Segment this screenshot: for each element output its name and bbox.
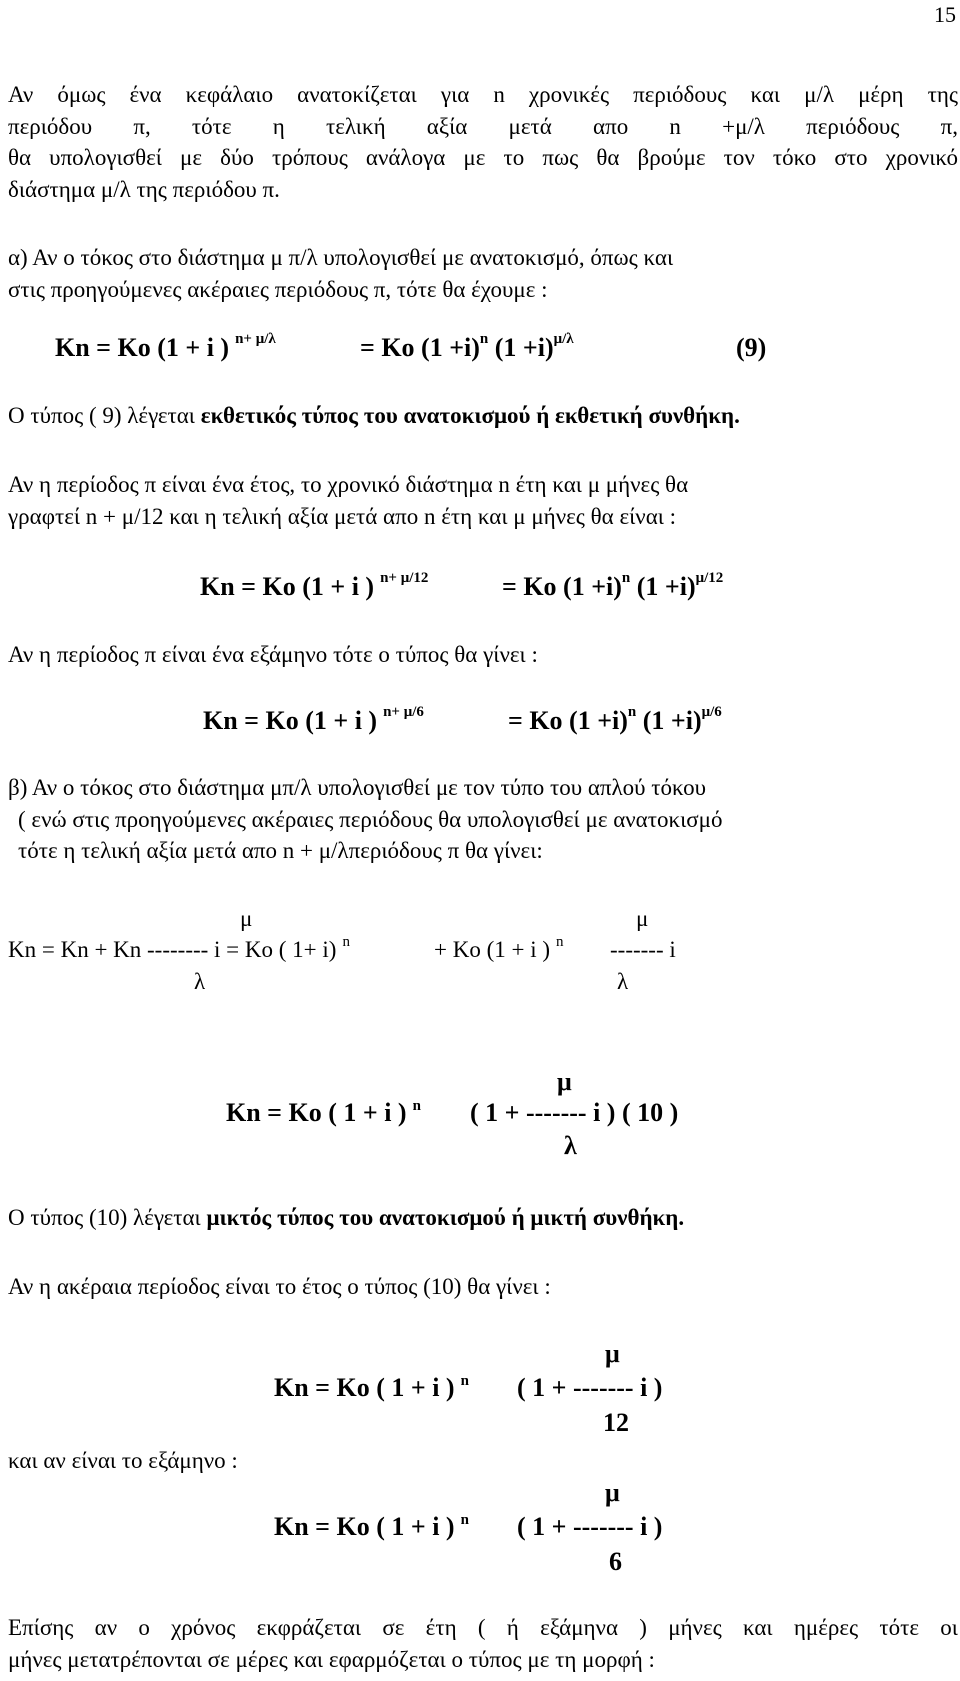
formula-part: = Ko (1 +i) (502, 572, 622, 601)
formula-part: Kn = Ko ( 1 + i ) (226, 1098, 407, 1127)
derivation-formula-mid (434, 935, 564, 965)
exponent: μ/6 (701, 704, 722, 720)
text-line: Αν όμως ένα κεφάλαιο ανατοκίζεται για n χρονικές περιόδους και μ/λ μέρη της (8, 82, 958, 107)
denominator: 6 (609, 1547, 622, 1576)
formula-semester (203, 706, 424, 736)
case-b-paragraph (8, 772, 958, 867)
formula-semester-right (508, 706, 722, 736)
text-line: Επίσης αν ο χρόνος εκφράζεται σε έτη ( ή εξάμηνα ) μήνες και ημέρες τότε οι (8, 1615, 958, 1640)
formula-months-right (502, 572, 723, 602)
formula-part: + Ko (1 + i ) (434, 937, 551, 962)
text-line: περιόδου π, τότε η τελική αξία μετά απο n +μ/λ περιόδους π, (8, 113, 958, 139)
formula-part: Kn = Ko ( 1 + i ) (274, 1373, 455, 1402)
exponent: n (627, 704, 637, 720)
text-run: Ο τύπος ( 9) λέγεται (8, 403, 201, 428)
page-number: 15 (934, 2, 956, 27)
exponent: n+ μ/λ (235, 331, 276, 347)
formula-9 (55, 333, 276, 363)
formula-number: (9) (736, 333, 767, 362)
lambda-symbol: λ (617, 969, 629, 994)
closing-paragraph (8, 1612, 958, 1675)
text-line: α) Αν ο τόκος στο διάστημα μ π/λ υπολογισθεί με ανατοκισμό, όπως και (8, 245, 674, 270)
mu-symbol: μ (240, 906, 253, 931)
formula-semester-mixed-right: ( 1 + ------- i ) (517, 1512, 663, 1541)
mixed-formula-definition (8, 1203, 684, 1233)
denominator: 12 (603, 1408, 629, 1437)
year-paragraph (8, 469, 958, 532)
mu-symbol: μ (605, 1478, 620, 1507)
exponential-formula-definition (8, 401, 740, 431)
formula-part: Kn = Kn + Kn -------- i = Ko ( 1+ i) (8, 937, 337, 962)
bold-term: εκθετικός τύπος του ανατοκισμού ή εκθετική συνθήκη. (200, 403, 740, 428)
formula-part: = Ko (1 +i) (508, 706, 628, 735)
formula-year (274, 1373, 469, 1403)
formula-part: Kn = Ko (1 + i ) (203, 706, 378, 735)
exponent: n (460, 1373, 469, 1389)
exponent: μ/λ (553, 331, 574, 347)
mu-symbol: μ (605, 1339, 620, 1368)
semester-case-paragraph: και αν είναι το εξάμηνο : (8, 1448, 238, 1473)
formula-months (200, 572, 428, 602)
formula-part: = Ko (1 +i) (360, 333, 480, 362)
formula-year-right: ( 1 + ------- i ) (517, 1373, 663, 1402)
formula-10-right: ( 1 + ------- i ) ( 10 ) (470, 1098, 679, 1127)
formula-semester-mixed (274, 1512, 469, 1542)
exponent: n (342, 934, 350, 950)
bold-term: μικτός τύπος του ανατοκισμού ή μικτή συνθήκη. (206, 1205, 685, 1230)
year-case-paragraph: Αν η ακέραια περίοδος είναι το έτος ο τύπος (10) θα γίνει : (8, 1274, 551, 1299)
formula-part: Kn = Ko ( 1 + i ) (274, 1512, 455, 1541)
text-line: στις προηγούμενες ακέραιες περιόδους π, τότε θα έχουμε : (8, 276, 548, 302)
formula-9-right (360, 333, 574, 363)
exponent: n (621, 570, 631, 586)
formula-part: Kn = Ko (1 + i ) (55, 333, 230, 362)
text-line: Αν η περίοδος π είναι ένα έτος, το χρονικό διάστημα n έτη και μ μήνες θα (8, 472, 689, 497)
mu-symbol: μ (557, 1067, 572, 1096)
formula-part: Kn = Ko (1 + i ) (200, 572, 375, 601)
text-line: τότε η τελική αξία μετά απο n + μ/λπεριόδους π θα γίνει: (18, 838, 543, 863)
formula-part: (1 +i) (642, 706, 702, 735)
formula-part: (1 +i) (636, 572, 696, 601)
exponent: n (412, 1098, 421, 1114)
lambda-symbol: λ (194, 969, 206, 994)
formula-10 (226, 1098, 421, 1128)
text-line: θα υπολογισθεί με δύο τρόπους ανάλογα με το πως θα βρούμε τον τόκο στο χρονικό (8, 145, 958, 170)
intro-paragraph (8, 79, 958, 205)
case-a-paragraph (8, 242, 958, 305)
semester-paragraph: Αν η περίοδος π είναι ένα εξάμηνο τότε ο τύπος θα γίνει : (8, 642, 538, 667)
exponent: n (479, 331, 489, 347)
text-line: ( ενώ στις προηγούμενες ακέραιες περιόδους θα υπολογισθεί με ανατοκισμό (18, 806, 723, 832)
mu-symbol: μ (636, 906, 649, 931)
derivation-formula (8, 935, 350, 965)
exponent: n+ μ/12 (380, 570, 429, 586)
text-line: β) Αν ο τόκος στο διάστημα μπ/λ υπολογισθεί με τον τύπο του απλού τόκου (8, 775, 707, 800)
exponent: n (556, 934, 564, 950)
formula-part: (1 +i) (494, 333, 554, 362)
text-line: μήνες μετατρέπονται σε μέρες και εφαρμόζεται ο τύπος με τη μορφή : (8, 1646, 655, 1672)
exponent: n+ μ/6 (383, 704, 424, 720)
text-line: διάστημα μ/λ της περιόδου π. (8, 176, 280, 202)
text-run: Ο τύπος (10) λέγεται (8, 1205, 207, 1230)
exponent: n (460, 1512, 469, 1528)
exponent: μ/12 (695, 570, 724, 586)
derivation-formula-end: ------- i (610, 937, 676, 962)
lambda-symbol: λ (564, 1131, 577, 1160)
text-line: γραφτεί n + μ/12 και η τελική αξία μετά απο n έτη και μ μήνες θα είναι : (8, 503, 677, 529)
